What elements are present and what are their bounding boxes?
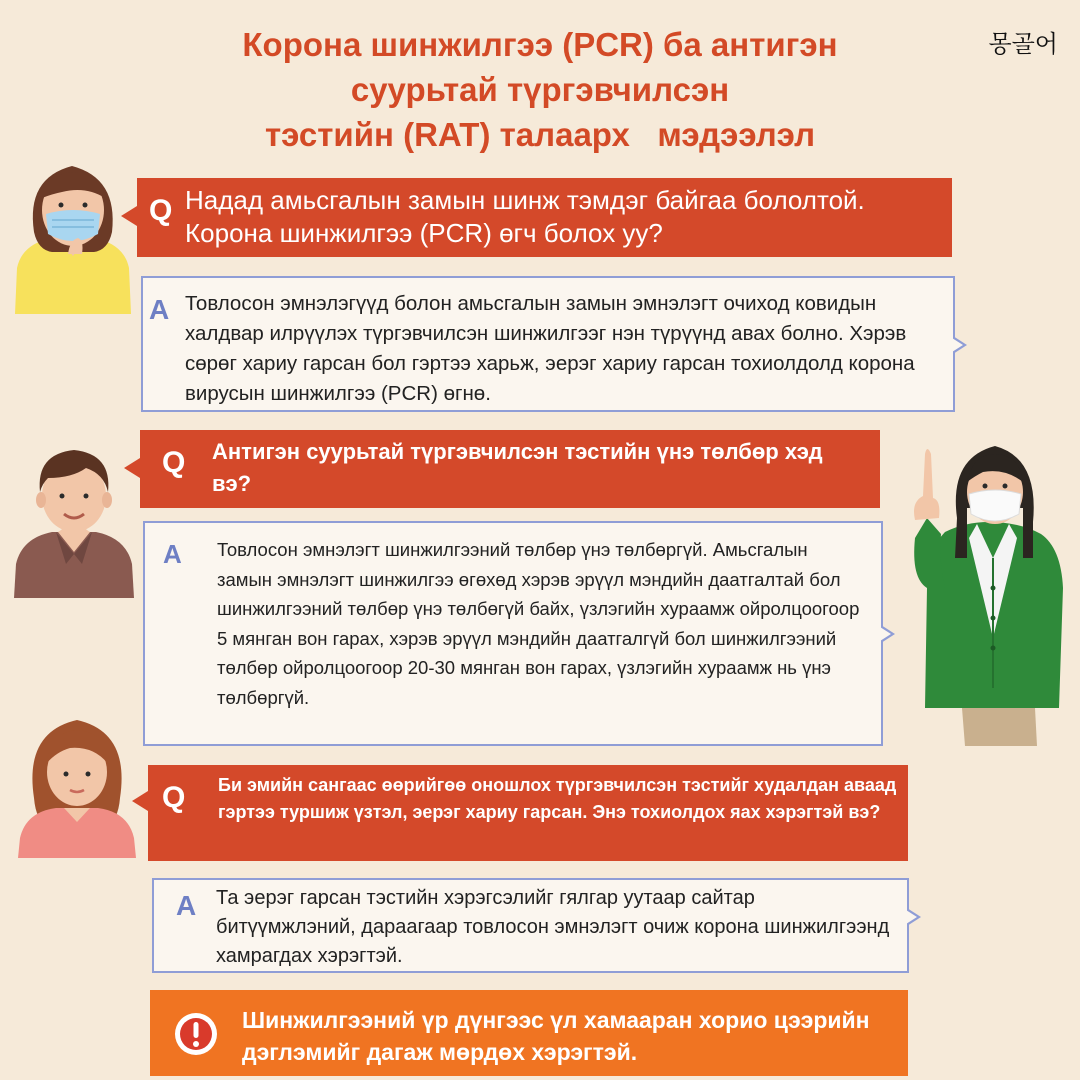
question-text: Антигэн суурьтай түргэвчилсэн тэстийн үнэ төлбөр хэд вэ? xyxy=(212,439,823,496)
answer-box-3 xyxy=(152,878,909,973)
speech-tail xyxy=(132,791,148,811)
woman-illustration xyxy=(14,712,140,858)
speech-tail-inner xyxy=(952,338,963,352)
notice-text: Шинжилгээний үр дүнгээс үл хамааран хорио цээрийн дэглэмийг дагаж мөрдөх хэрэгтэй. xyxy=(242,1007,870,1065)
masked-woman-illustration xyxy=(12,158,134,314)
answer-text: Товлосон эмнэлэгт шинжилгээний төлбөр үнэ төлбөргүй. Амьсгалын замын эмнэлэгт шинжилгээ өгөхөд хэрэв эрүүл мэндийн даатгалтай бол шинжилгээний төлбөр үнэ төлбөгүй байх, үзлэгийн хураамж ойролцоогоор 5 мянган вон гарах, хэрэв эрүүл мэндийн даатгалгүй бол шинжилгээний төлбөр ойролцоогоор 20-30 мянган вон гарах, үзлэгийн хураамж нь үнэ төлбөргүй. xyxy=(217,539,860,708)
answer-box-2 xyxy=(143,521,883,746)
title-line-3: тэстийн (RAT) талаарх мэдээлэл xyxy=(264,116,816,153)
speech-tail xyxy=(121,206,137,226)
page-title xyxy=(120,22,960,157)
language-tag: 몽골어 xyxy=(988,30,1058,58)
man-illustration xyxy=(12,440,136,598)
exclamation-circle-icon xyxy=(172,1010,220,1058)
title-line-1: Корона шинжилгээ (PCR) ба антигэн xyxy=(242,26,838,63)
answer-text: Та эерэг гарсан тэстийн хэрэгсэлийг гялгар уутаар сайтар битүүмжлэний, дараагаар товлосон эмнэлэгт очиж корона шинжилгээнд хамрагдах хэрэгтэй. xyxy=(216,887,890,967)
question-text: Надад амьсгалын замын шинж тэмдэг байгаа бололтой. Корона шинжилгээ (PCR) өгч болох уу? xyxy=(185,185,865,248)
speech-tail xyxy=(124,458,140,478)
speech-tail-inner xyxy=(880,627,891,641)
pointing-woman-illustration xyxy=(905,438,1073,746)
answer-text: Товлосон эмнэлэгүүд болон амьсгалын замын эмнэлэгт очиход ковидын халдвар илрүүлэх түргэвчилсэн шинжилгээг нэн түрүүнд авах болно. Хэрэв сөрөг хариу гарсан бол гэртээ харьж, эерэг хариу гарсан тохиолдолд корона вирусын шинжилгээ (PCR) өгнө. xyxy=(185,292,915,405)
answer-marker: A xyxy=(176,890,197,921)
speech-tail-inner xyxy=(906,910,917,924)
question-box-2 xyxy=(140,430,880,508)
question-marker: Q xyxy=(162,781,186,814)
answer-marker: A xyxy=(149,294,170,325)
title-line-2: суурьтай түргэвчилсэн xyxy=(350,71,730,108)
notice-banner xyxy=(150,990,908,1076)
question-marker: Q xyxy=(162,446,186,479)
question-box-3 xyxy=(148,765,908,861)
question-marker: Q xyxy=(149,194,173,227)
answer-box-1 xyxy=(141,276,955,412)
question-text: Би эмийн сангаас өөрийгөө оношлох түргэвчилсэн тэстийг худалдан аваад гэртээ туршиж үзтэл, эерэг хариу гарсан. Энэ тохиолдох яах хэрэгтэй вэ? xyxy=(218,775,897,822)
answer-marker: A xyxy=(163,539,182,569)
question-box-1 xyxy=(137,178,952,257)
